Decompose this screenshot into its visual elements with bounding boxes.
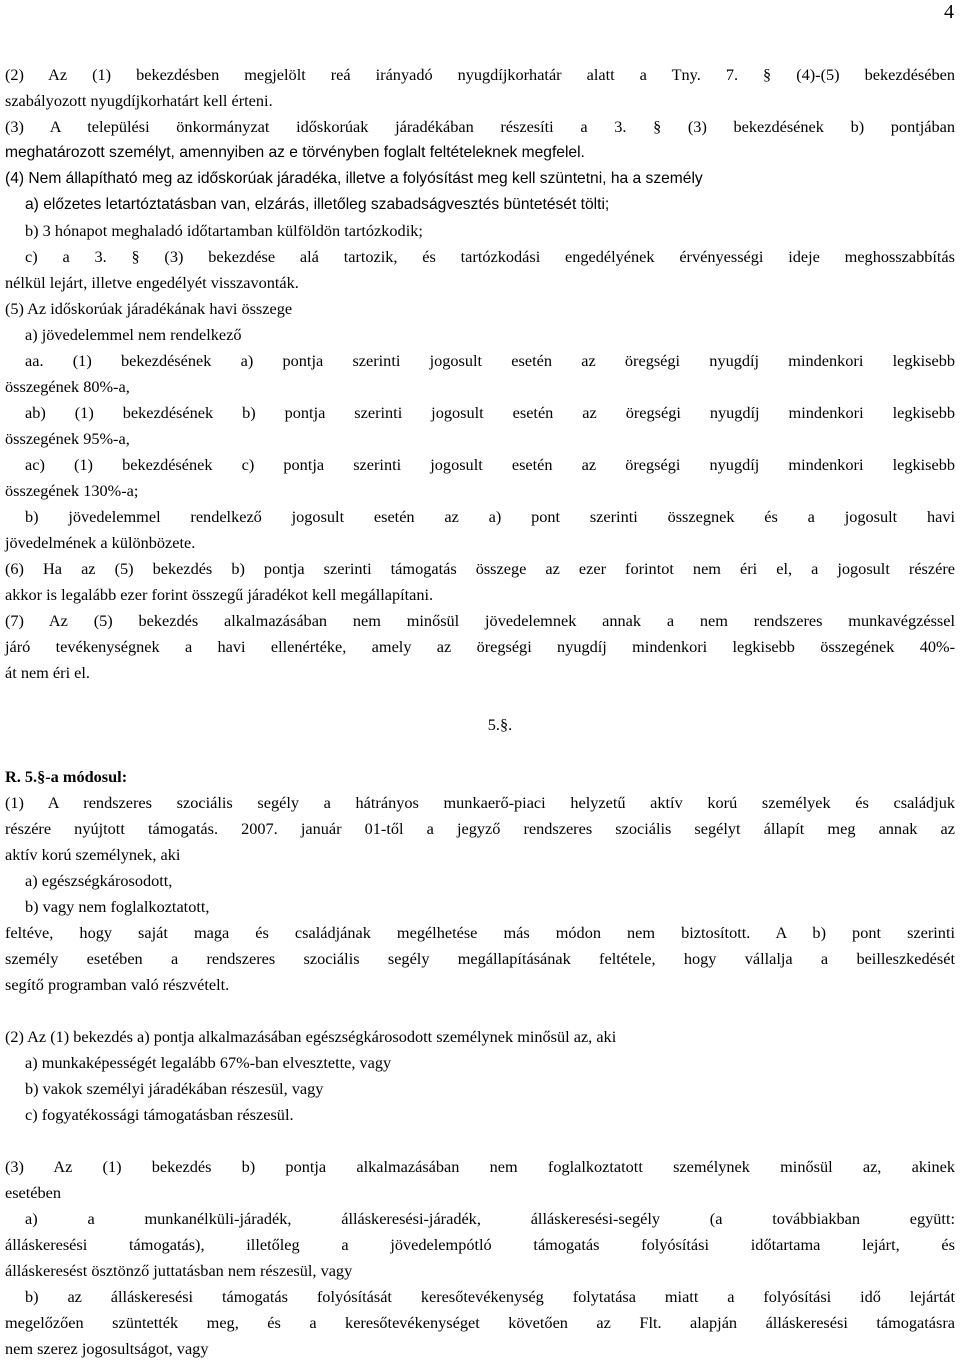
text-line: részére nyújtott támogatás. 2007. január 01-től a jegyző rendszeres szociális segélyt állapít meg annak az — [5, 819, 955, 838]
text-line: járó tevékenységnek a havi ellenértéke, amely az öregségi nyugdíj mindenkori legkisebb összegének 40%- — [5, 637, 955, 656]
text-line: b) vagy nem foglalkoztatott, — [25, 897, 210, 916]
text-line: ac) (1) bekezdésének c) pontja szerinti jogosult esetén az öregségi nyugdíj mindenkori legkisebb — [25, 455, 955, 474]
text-line: (6) Ha az (5) bekezdés b) pontja szerinti támogatás összege az ezer forintot nem éri el, a jogosult részére — [5, 559, 955, 578]
section-heading: 5.§. — [487, 715, 513, 734]
text-line: meghatározott személyt, amennyiben az e törvényben foglalt feltételeknek megfelel. — [5, 144, 585, 161]
text-line: aktív korú személynek, aki — [5, 845, 181, 864]
text-line: összegének 130%-a; — [5, 481, 139, 500]
text-line: a) előzetes letartóztatásban van, elzárás, illetőleg szabadságvesztés büntetését tölti; — [25, 196, 610, 213]
paragraph-gap — [5, 998, 955, 1024]
amendment-heading: R. 5.§-a módosul: — [5, 767, 128, 786]
text-line: segítő programban való részvételt. — [5, 975, 230, 994]
paragraph-gap — [5, 738, 955, 764]
paragraph-gap — [5, 1128, 955, 1154]
text-line: akkor is legalább ezer forint összegű járadékot kell megállapítani. — [5, 585, 434, 604]
text-line: jövedelmének a különbözete. — [5, 533, 196, 552]
text-line: a) egészségkárosodott, — [25, 871, 173, 890]
text-line: (5) Az időskorúak járadékának havi összege — [5, 299, 293, 318]
text-line: át nem éri el. — [5, 663, 90, 682]
text-line: feltéve, hogy saját maga és családjának megélhetése más módon nem biztosított. A b) pont szerinti — [5, 923, 955, 942]
text-line: álláskeresési támogatás), illetőleg a jövedelempótló támogatás folyósítási időtartama lejárt, és — [5, 1235, 955, 1254]
text-line: c) a 3. § (3) bekezdése alá tartozik, és tartózkodási engedélyének érvényességi ideje meghosszabbítás — [25, 247, 955, 266]
text-line: (7) Az (5) bekezdés alkalmazásában nem minősül jövedelemnek annak a nem rendszeres munkavégzéssel — [5, 611, 955, 630]
text-line: ab) (1) bekezdésének b) pontja szerinti jogosult esetén az öregségi nyugdíj mindenkori legkisebb — [25, 403, 955, 422]
text-line: összegének 80%-a, — [5, 377, 130, 396]
text-line: (3) Az (1) bekezdés b) pontja alkalmazásában nem foglalkoztatott személynek minősül az, akinek — [5, 1157, 955, 1176]
text-line: b) vakok személyi járadékában részesül, vagy — [25, 1079, 324, 1098]
text-line: b) jövedelemmel rendelkező jogosult esetén az a) pont szerinti összegnek és a jogosult havi — [25, 507, 955, 526]
text-line: nélkül lejárt, illetve engedélyét visszavonták. — [5, 273, 299, 292]
text-line: személy esetében a rendszeres szociális segély megállapításának feltétele, hogy vállalja a beilleszkedését — [5, 949, 955, 968]
text-line: c) fogyatékossági támogatásban részesül. — [25, 1105, 294, 1124]
text-line: (2) Az (1) bekezdés a) pontja alkalmazásában egészségkárosodott személynek minősül az, aki — [5, 1027, 617, 1046]
text-line: (4) Nem állapítható meg az időskorúak járadéka, illetve a folyósítást meg kell szüntetni, ha a személy — [5, 170, 703, 187]
document-body — [5, 62, 955, 1362]
text-line: megelőzően szüntették meg, és a keresőtevékenységet követően az Flt. alapján álláskeresési támogatásra — [5, 1313, 955, 1332]
text-line: összegének 95%-a, — [5, 429, 130, 448]
page-number: 4 — [944, 1, 954, 23]
text-line: (2) Az (1) bekezdésben megjelölt reá irányadó nyugdíjkorhatár alatt a Tny. 7. § (4)-(5) bekezdésében — [5, 65, 955, 84]
text-line: a) munkaképességét legalább 67%-ban elvesztette, vagy — [25, 1053, 392, 1072]
text-line: esetében — [5, 1183, 62, 1202]
text-line: b) az álláskeresési támogatás folyósítását keresőtevékenység folytatása miatt a folyósítási idő lejártát — [25, 1287, 955, 1306]
text-line: b) 3 hónapot meghaladó időtartamban külföldön tartózkodik; — [25, 221, 423, 240]
text-line: nem szerez jogosultságot, vagy — [5, 1339, 209, 1358]
text-line: (3) A települési önkormányzat időskorúak járadékában részesíti a 3. § (3) bekezdésének b) pontjában — [5, 117, 955, 136]
text-line: álláskeresést ösztönző juttatásban nem részesül, vagy — [5, 1261, 353, 1280]
text-line: szabályozott nyugdíjkorhatárt kell érteni. — [5, 91, 273, 110]
text-line: a) a munkanélküli-járadék, álláskeresési-járadék, álláskeresési-segély (a továbbiakban együtt: — [25, 1209, 955, 1228]
text-line: (1) A rendszeres szociális segély a hátrányos munkaerő-piaci helyzetű aktív korú személyek és családjuk — [5, 793, 955, 812]
text-line: aa. (1) bekezdésének a) pontja szerinti jogosult esetén az öregségi nyugdíj mindenkori legkisebb — [25, 351, 955, 370]
text-line: a) jövedelemmel nem rendelkező — [25, 325, 242, 344]
paragraph-gap — [5, 686, 955, 712]
